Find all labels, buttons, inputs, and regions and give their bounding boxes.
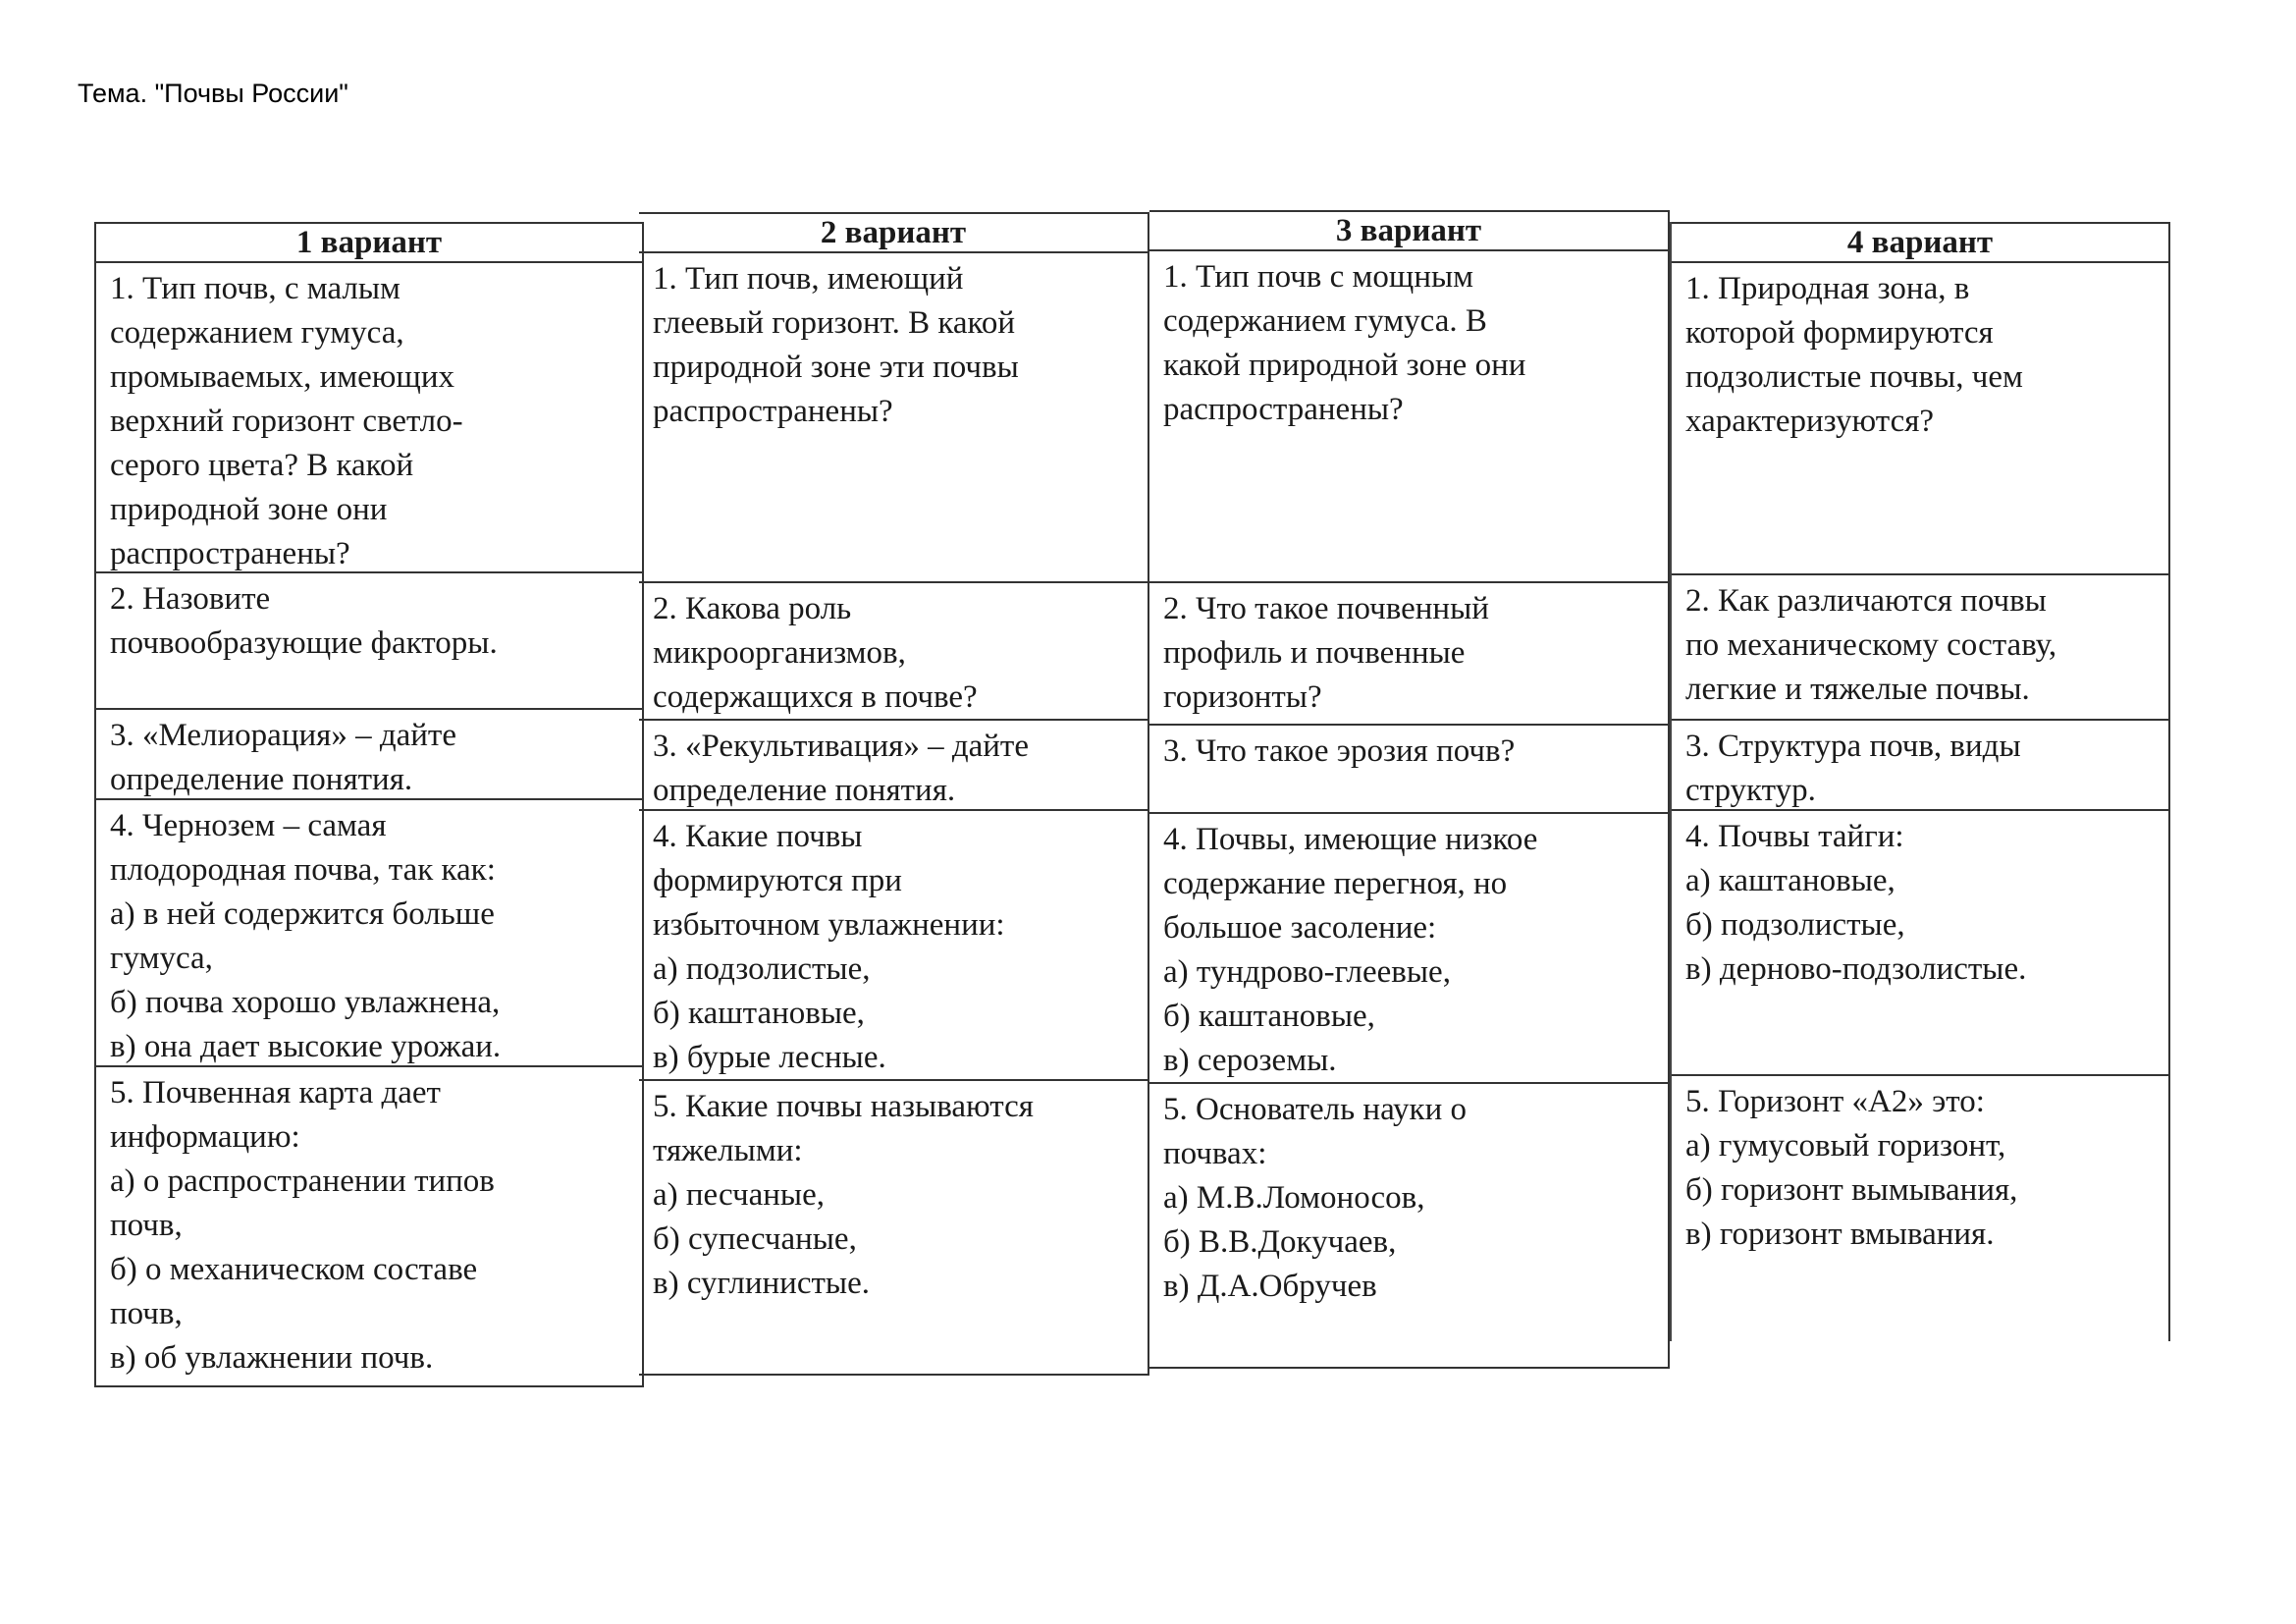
question-2: 2. Какова роль микроорганизмов, содержащихся в почве? xyxy=(639,583,1148,721)
question-4: 4. Почвы, имеющие низкое содержание перегноя, но большое засоление: а) тундрово-глеевые, б) каштановые, в) сероземы. xyxy=(1149,814,1668,1084)
variant-column-3 xyxy=(1149,210,1670,1369)
page-title: Тема. "Почвы России" xyxy=(78,79,348,108)
variant-column-2 xyxy=(639,212,1149,1376)
question-1: 1. Тип почв с мощным содержанием гумуса. В какой природной зоне они распространены? xyxy=(1149,251,1668,583)
question-1: 1. Тип почв, с малым содержанием гумуса, промываемых, имеющих верхний горизонт светло- серого цвета? В какой природной зоне они распространены? xyxy=(96,263,642,573)
question-3: 3. Структура почв, виды структур. xyxy=(1672,721,2168,811)
question-4: 4. Чернозем – самая плодородная почва, так как: а) в ней содержится больше гумуса, б) почва хорошо увлажнена, в) она дает высокие урожаи. xyxy=(96,800,642,1067)
question-5: 5. Какие почвы называются тяжелыми: а) песчаные, б) супесчаные, в) суглинистые. xyxy=(639,1081,1148,1376)
question-5: 5. Основатель науки о почвах: а) М.В.Ломоносов, б) В.В.Докучаев, в) Д.А.Обручев xyxy=(1149,1084,1668,1369)
variant-title: 3 вариант xyxy=(1149,210,1668,251)
variants-table xyxy=(94,206,2170,1399)
question-5: 5. Горизонт «А2» это: а) гумусовый горизонт, б) горизонт вымывания, в) горизонт вмывания. xyxy=(1685,1084,2018,1252)
variant-title: 4 вариант xyxy=(1672,222,2168,263)
question-1: 1. Тип почв, имеющий глеевый горизонт. В какой природной зоне эти почвы распространены? xyxy=(639,253,1148,583)
variant-title: 2 вариант xyxy=(639,212,1148,253)
question-3: 3. Что такое эрозия почв? xyxy=(1149,726,1668,814)
question-4: 4. Почвы тайги: а) каштановые, б) подзолистые, в) дерново-подзолистые. xyxy=(1672,811,2168,1076)
question-1: 1. Природная зона, в которой формируются подзолистые почвы, чем характеризуются? xyxy=(1672,263,2168,575)
question-4: 4. Какие почвы формируются при избыточном увлажнении: а) подзолистые, б) каштановые, в) бурые лесные. xyxy=(639,811,1148,1081)
variant-column-4 xyxy=(1670,222,2170,1341)
question-3: 3. «Рекультивация» – дайте определение понятия. xyxy=(639,721,1148,811)
question-3: 3. «Мелиорация» – дайте определение понятия. xyxy=(96,710,642,800)
question-2: 2. Что такое почвенный профиль и почвенные горизонты? xyxy=(1149,583,1668,726)
variant-title: 1 вариант xyxy=(96,222,642,263)
question-2: 2. Назовите почвообразующие факторы. xyxy=(96,573,642,710)
question-5: 5. Почвенная карта дает информацию: а) о распространении типов почв, б) о механическом составе почв, в) об увлажнении почв. xyxy=(96,1067,642,1387)
question-2: 2. Как различаются почвы по механическому составу, легкие и тяжелые почвы. xyxy=(1672,575,2168,721)
variant-column-1 xyxy=(94,222,644,1387)
